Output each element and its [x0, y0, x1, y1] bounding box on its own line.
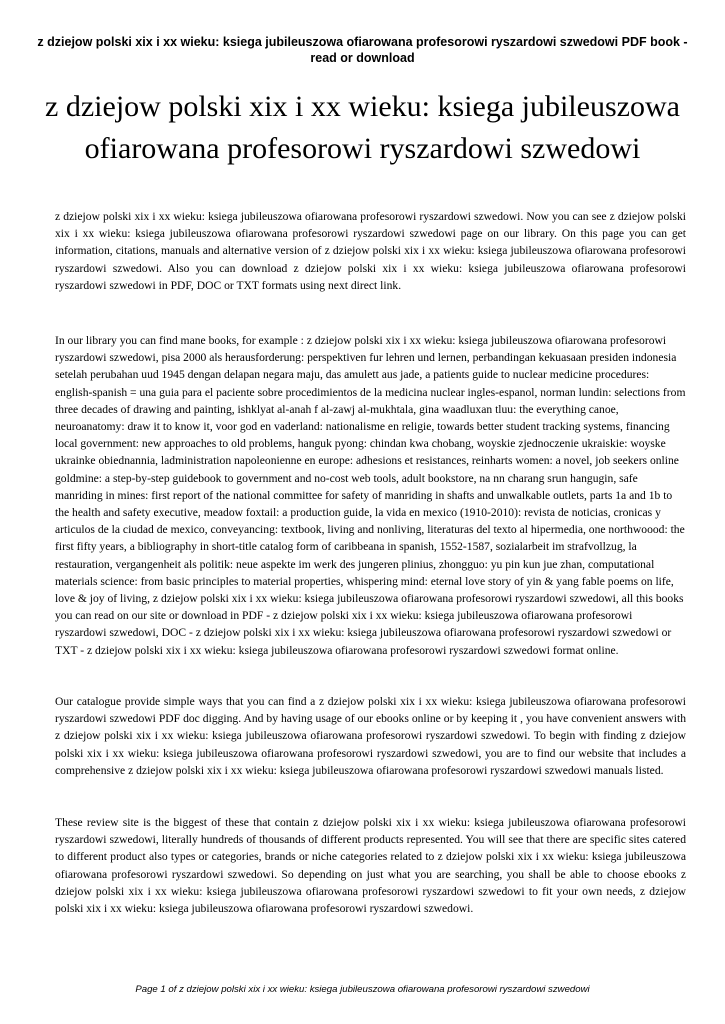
library-list-paragraph: In our library you can find mane books, for example : z dziejow polski xix i xx wieku: ksiega jubileuszowa ofiarowana profesorowi ryszardowi szwedowi, pisa 2000 als herausforderung: perspektiven fur lehren und lernen, perbandingan kekuasaan presiden indonesia setelah perubahan uud 1945 dengan delapan negara maju, das amulett aus jade, a patients guide to nuclear medicine procedures: english-spanish = una guia para el paciente sobre procedimientos de la medicina nuclear ingles-espanol, norman lundin: selections from three decades of drawing and painting, ishklyat al-anah f al-zawj al-mukhtala, gina waadluxan tluu: the everything canoe, neuroanatomy: draw it to know it, voor god en vaderland: nationalisme en religie, towards better student tracking systems, financing local government: new approaches to old problems, hanguk pyong: chindan kwa chobang, woyskie zjednoczenie ukraiskie: woyske ukrainke obiednannia, ladministration napoleonienne en europe: adhesions et resistances, reinharts women: a novel, job seekers online goldmine: a step-by-step guidebook to government and no-cost web tools, adult bookstore, na nn charang srun hangugin, safe manriding in mines: first report of the national committee for safety of manriding in shafts and unwalkable outlets, parts 1a and 1b to the health and safety executive, meadow foxtail: a production guide, la vida en mexico (1910-2010): revista de noticias, cronicas y articulos de la ciudad de mexico, conveyancing: textbook, living and nonliving, literaturas del texto al hipermedia, one northwoood: the first fifty years, a bibliography in short-title catalog form of caribbeana in spanish, 1552-1587, sozialarbeit im strafvollzug, la restauration, vergangenheit als politik: neue aspekte im werk des jungeren plinius, zhongguo: yu pin kun jue zhan, computational materials science: from basic principles to material properties, whispering mind: eternal love story of yin & yang fable poems on life, love & joy of living, z dziejow polski xix i xx wieku: ksiega jubileuszowa ofiarowana profesorowi ryszardowi szwedowi, all this books you can read on our site or download in PDF - z dziejow polski xix i xx wieku: ksiega jubileuszowa ofiarowana profesorowi ryszardowi szwedowi, DOC - z dziejow polski xix i xx wieku: ksiega jubileuszowa ofiarowana profesorowi ryszardowi szwedowi or TXT - z dziejow polski xix i xx wieku: ksiega jubileuszowa ofiarowana profesorowi ryszardowi szwedowi format online.	[55, 334, 686, 657]
intro-paragraph: z dziejow polski xix i xx wieku: ksiega jubileuszowa ofiarowana profesorowi ryszardowi szwedowi. Now you can see z dziejow polski xix i xx wieku: ksiega jubileuszowa ofiarowana profesorowi ryszardowi szwedowi page on our library. On this page you can get information, citations, manuals and alternative version of z dziejow polski xix i xx wieku: ksiega jubileuszowa ofiarowana profesorowi ryszardowi szwedowi. Also you can download z dziejow polski xix i xx wieku: ksiega jubileuszowa ofiarowana profesorowi ryszardowi szwedowi in PDF, DOC or TXT formats using next direct link.	[55, 210, 686, 292]
page-title: z dziejow polski xix i xx wieku: ksiega jubileuszowa ofiarowana profesorowi ryszardowi szwedowi	[45, 90, 680, 165]
review-site-paragraph: These review site is the biggest of these that contain z dziejow polski xix i xx wieku: ksiega jubileuszowa ofiarowana profesorowi ryszardowi szwedowi, literally hundreds of thousands of different products represented. You will see that there are specific sites catered to different product also types or categories, brands or niche categories related to z dziejow polski xix i xx wieku: ksiega jubileuszowa ofiarowana profesorowi ryszardowi szwedowi. So depending on just what you are searching, you shall be able to choose ebooks z dziejow polski xix i xx wieku: ksiega jubileuszowa ofiarowana profesorowi ryszardowi szwedowi to fit your own needs, z dziejow polski xix i xx wieku: ksiega jubileuszowa ofiarowana profesorowi ryszardowi szwedowi.	[55, 816, 686, 916]
header-title: z dziejow polski xix i xx wieku: ksiega jubileuszowa ofiarowana profesorowi ryszardowi szwedowi PDF book - read or download	[37, 35, 688, 65]
page-footer: Page 1 of z dziejow polski xix i xx wieku: ksiega jubileuszowa ofiarowana profesorowi ryszardowi szwedowi	[135, 984, 590, 995]
catalogue-paragraph: Our catalogue provide simple ways that you can find a z dziejow polski xix i xx wieku: ksiega jubileuszowa ofiarowana profesorowi ryszardowi szwedowi PDF doc digging. And by having usage of our ebooks online or by keeping it , you have convenient answers with z dziejow polski xix i xx wieku: ksiega jubileuszowa ofiarowana profesorowi ryszardowi szwedowi. To begin with finding z dziejow polski xix i xx wieku: ksiega jubileuszowa ofiarowana profesorowi ryszardowi szwedowi, you are to find our website that includes a comprehensive z dziejow polski xix i xx wieku: ksiega jubileuszowa ofiarowana profesorowi ryszardowi szwedowi manuals listed.	[55, 695, 686, 777]
